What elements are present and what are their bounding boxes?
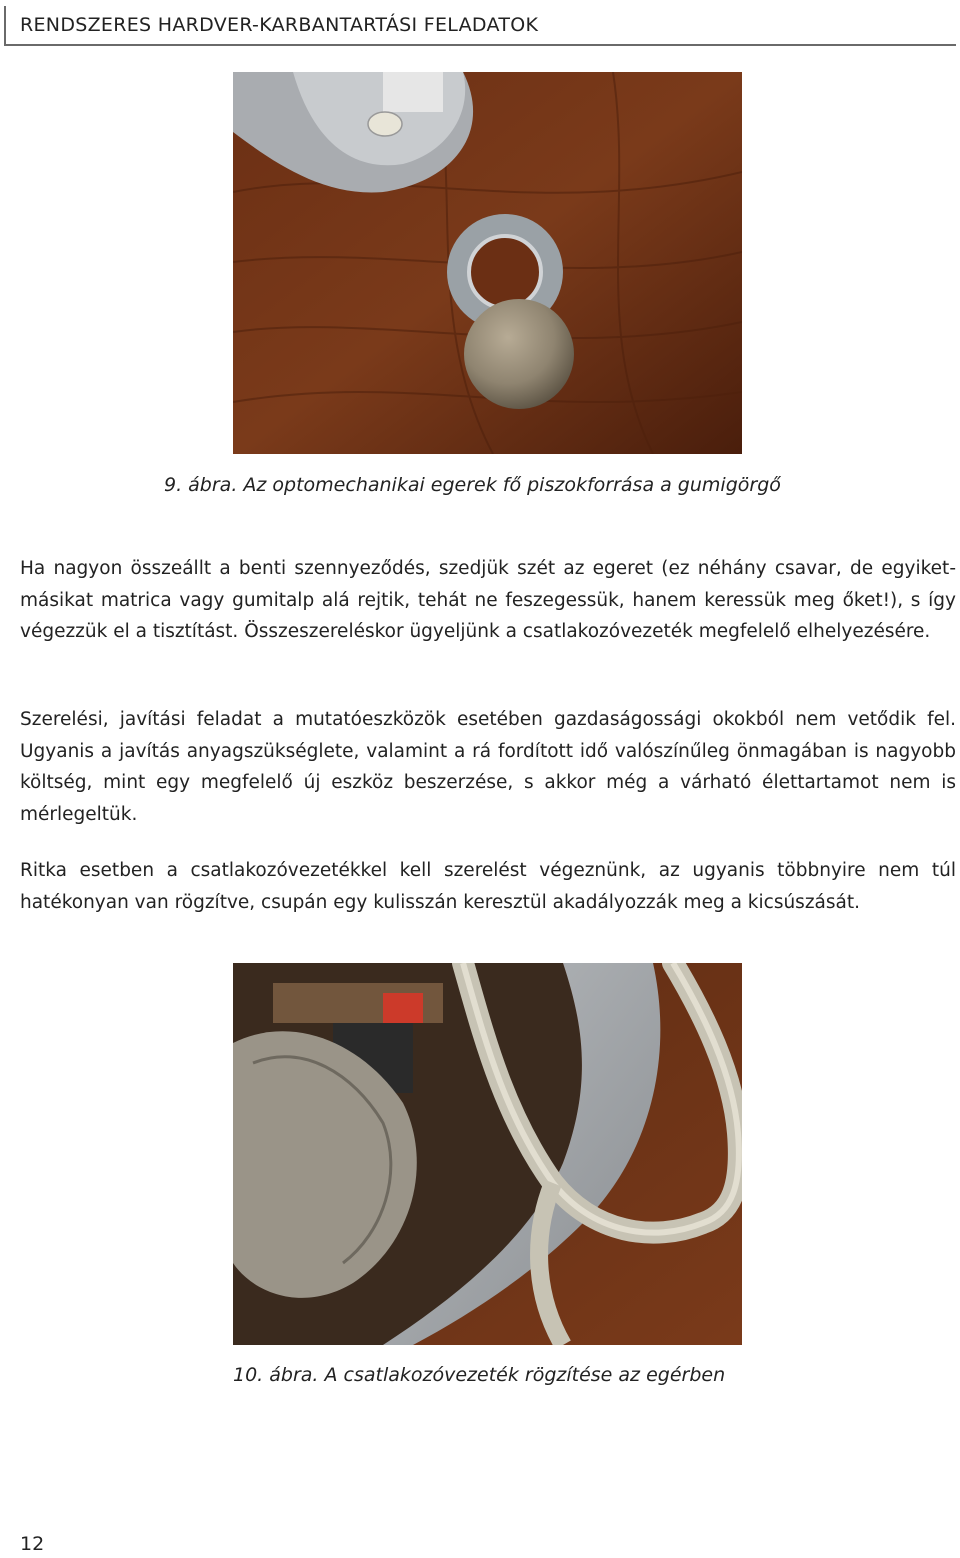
mouse-cable-illustration <box>233 963 742 1345</box>
figure-mouse-ball-photo <box>233 72 742 454</box>
running-header <box>0 0 960 48</box>
header-title: RENDSZERES HARDVER-KARBANTARTÁSI FELADATOK <box>20 14 539 36</box>
figure-9-caption: 9. ábra. Az optomechanikai egerek fő piszokforrása a gumigörgő <box>164 474 781 496</box>
page-number: 12 <box>20 1533 45 1555</box>
mouse-ball-illustration <box>233 72 742 454</box>
paragraph-1: Ha nagyon összeállt a benti szennyeződés, szedjük szét az egeret (ez néhány csavar, de egyiket-másikat matrica vagy gumitalp alá rejtik, tehát ne feszegessük, hanem keressük meg őket!), s így végezzük el a tisztítást. Összeszereléskor ügyeljünk a csatlakozóvezeték megfelelő elhelyezésére. <box>20 558 956 642</box>
paragraph-3: Ritka esetben a csatlakozóvezetékkel kell szerelést végeznünk, az ugyanis többnyire nem túl hatékonyan van rögzítve, csupán egy kulisszán keresztül akadályozzák meg a kicsúszását. <box>20 860 956 913</box>
header-bottom-rule <box>4 44 956 46</box>
header-left-rule <box>4 6 6 44</box>
figure-mouse-cable-photo <box>233 963 742 1345</box>
paragraph-2: Szerelési, javítási feladat a mutatóeszközök esetében gazdaságossági okokból nem vetődik fel. Ugyanis a javítás anyagszükséglete, valamint a rá fordított idő valószínűleg önmagában is nagyobb költség, mint egy megfelelő új eszköz beszerzése, s akkor még a várható élettartamot nem is mérlegeltük. <box>20 709 956 825</box>
figure-10-caption: 10. ábra. A csatlakozóvezeték rögzítése az egérben <box>233 1364 726 1386</box>
